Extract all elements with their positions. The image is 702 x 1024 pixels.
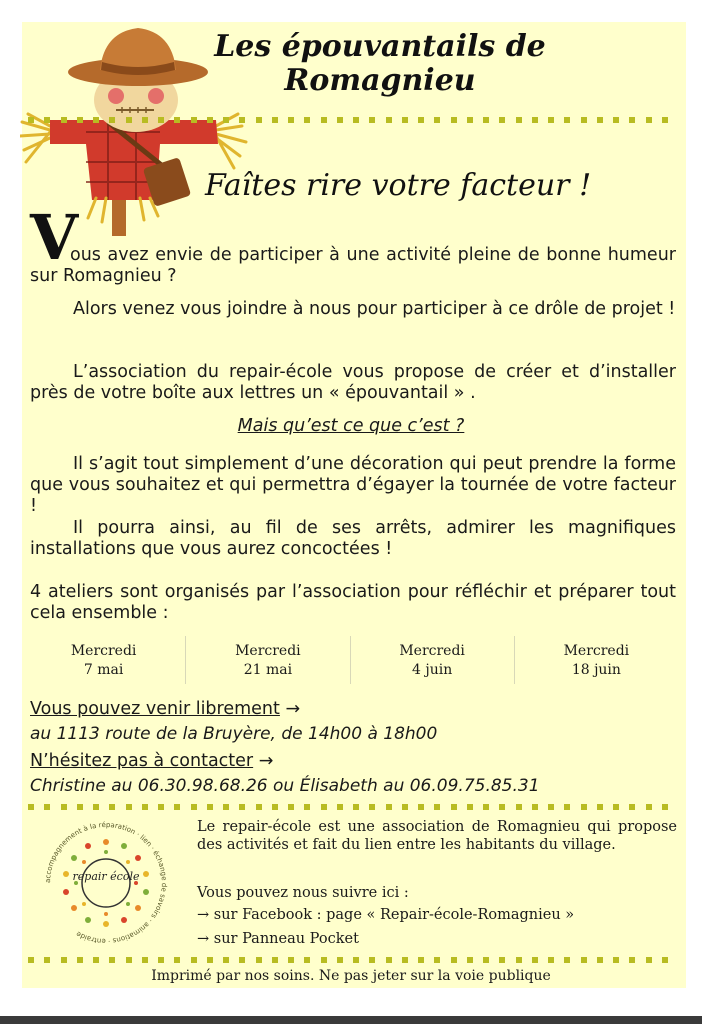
dotted-separator-middle [28, 804, 668, 810]
workshop-day: Mercredi [235, 643, 301, 659]
workshop-day: Mercredi [70, 643, 137, 659]
paragraph-join: Alors venez vous joindre à nous pour participer à ce drôle de projet ! [73, 299, 676, 319]
intro-text: ous avez envie de participer à une activité pleine de bonne humeur sur Romagnieu ? [30, 245, 676, 286]
imprint-notice: Imprimé par nos soins. Ne pas jeter sur la voie publique [151, 968, 551, 984]
logo-ring-text: accompagnement à la réparation · lien · échange de savoirs · animations · entraide [43, 820, 169, 946]
workshop-date [185, 636, 349, 684]
workshop-day-date: 4 juin [412, 662, 453, 678]
visit-label-line [30, 699, 300, 719]
contact-label-line [30, 751, 273, 771]
contact-label: N’hésitez pas à contacter [30, 751, 254, 771]
subtitle: Faîtes rire votre facteur ! [205, 168, 592, 203]
follow-us-label: Vous pouvez nous suivre ici : [197, 885, 409, 901]
arrow-icon: → [285, 699, 301, 719]
paragraph-association: L’association du repair-école vous propose de créer et d’installer près de votre boîte aux lettres un « épouvantail » . [30, 362, 676, 403]
workshop-day-date: 7 mai [83, 662, 124, 678]
workshop-day-date: 21 mai [243, 662, 293, 678]
workshop-dates [22, 636, 678, 684]
facebook-link[interactable]: → sur Facebook : page « Repair-école-Romagnieu » [197, 907, 575, 923]
visit-address: au 1113 route de la Bruyère, de 14h00 à 18h00 [30, 724, 438, 744]
question-heading: Mais qu’est ce que c’est ? [237, 416, 465, 436]
dotted-separator-bottom [28, 957, 668, 963]
workshop-date [22, 636, 185, 684]
repair-ecole-logo [40, 818, 172, 948]
intro-paragraph [30, 245, 676, 287]
panneau-pocket-link[interactable]: → sur Panneau Pocket [197, 931, 359, 947]
dotted-separator-top [28, 117, 668, 123]
workshop-date [350, 636, 514, 684]
page-title [190, 30, 570, 98]
title-line-1: Les épouvantails de [214, 29, 546, 64]
drop-cap: V [30, 201, 79, 274]
contact-details: Christine au 06.30.98.68.26 ou Élisabeth au 06.09.75.85.31 [30, 776, 540, 796]
title-line-2: Romagnieu [284, 63, 476, 98]
visit-label: Vous pouvez venir librement [30, 699, 280, 719]
arrow-icon: → [258, 751, 274, 771]
workshop-date [514, 636, 678, 684]
logo-text: repair école [72, 870, 140, 883]
workshop-day-date: 18 juin [571, 662, 621, 678]
workshop-day: Mercredi [563, 643, 630, 659]
explanation-1: Il s’agit tout simplement d’une décoration qui peut prendre la forme que vous souhaitez et qui permettra d’égayer la tournée de votre facteur ! [30, 454, 676, 516]
association-description: Le repair-école est une association de Romagnieu qui propose des activités et fait du lien entre les habitants du village. [197, 819, 677, 853]
workshops-intro: 4 ateliers sont organisés par l’association pour réfléchir et préparer tout cela ensemble : [30, 582, 676, 623]
explanation-2: Il pourra ainsi, au fil de ses arrêts, admirer les magnifiques installations que vous aurez concoctées ! [30, 518, 676, 559]
workshop-day: Mercredi [399, 643, 465, 659]
bottom-bar [0, 1016, 702, 1024]
